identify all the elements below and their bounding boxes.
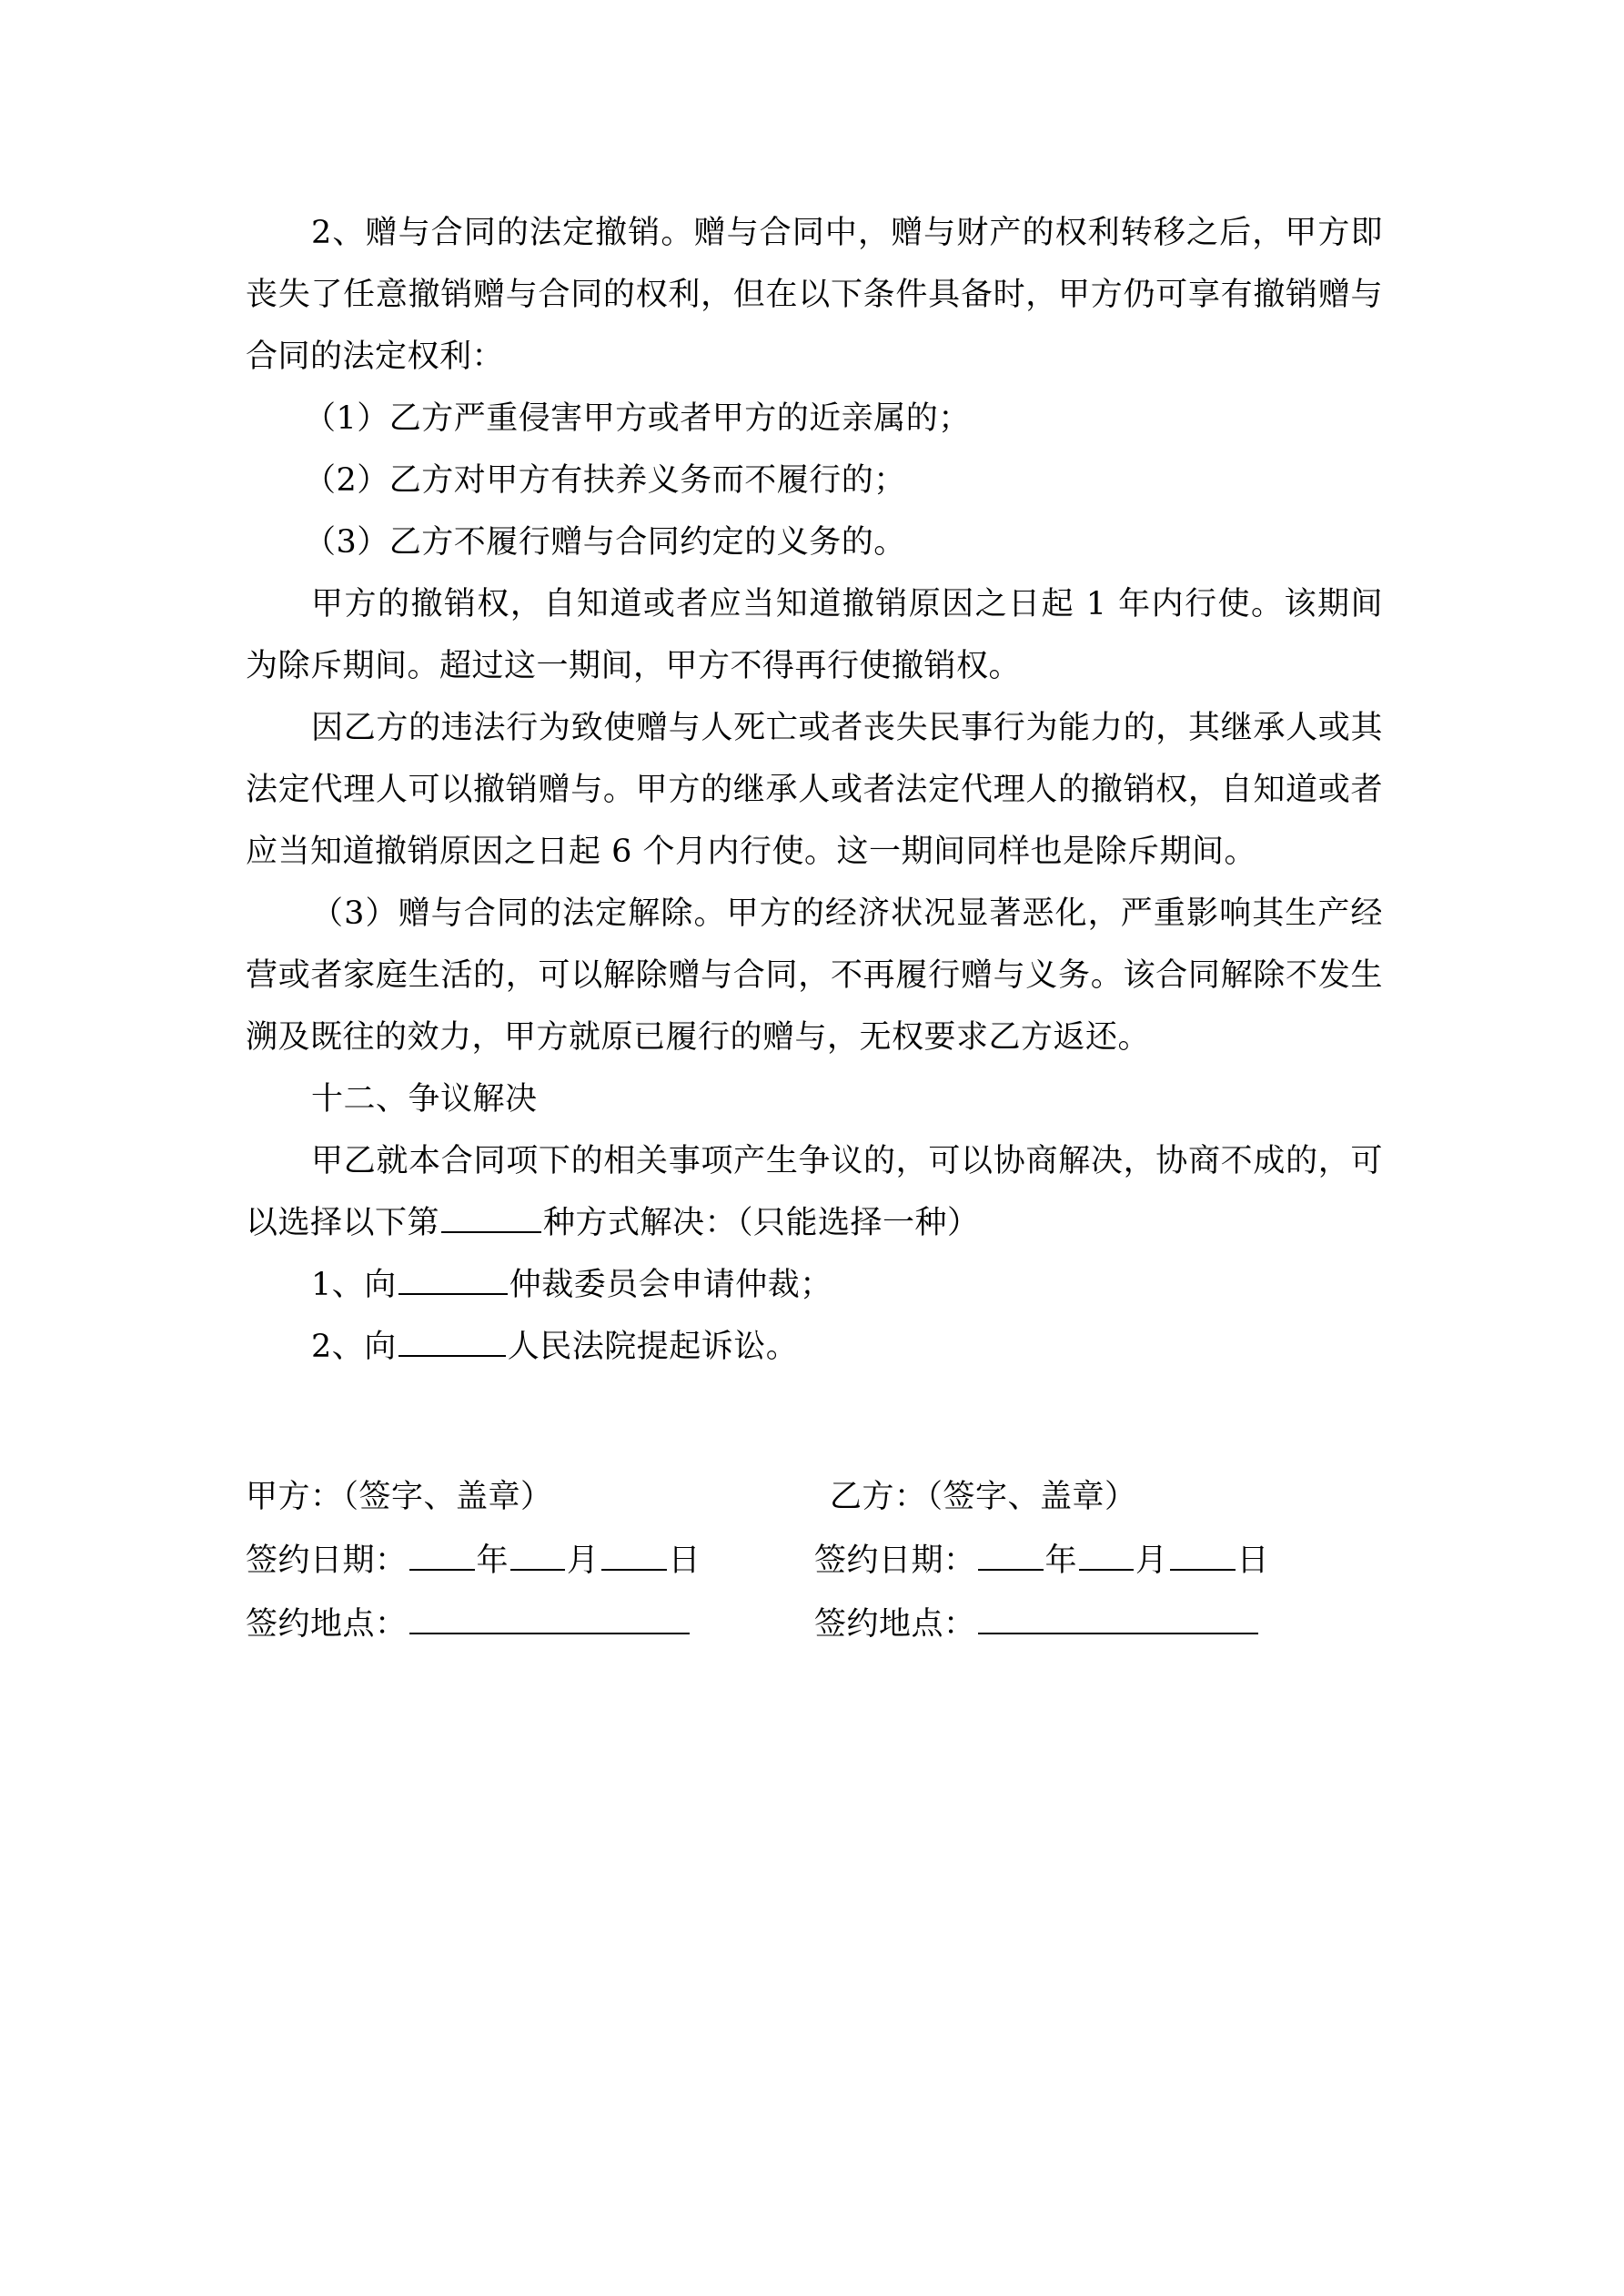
option-arbitration-prefix: 1、向 (311, 1267, 397, 1303)
paragraph-dispute-resolution (246, 1130, 1383, 1254)
contract-body (246, 202, 1383, 1378)
signature-date-row (246, 1529, 1383, 1593)
place-label: 签约地点： (814, 1606, 976, 1643)
party-a-day-blank[interactable] (601, 1536, 667, 1571)
section-heading-dispute: 十二、争议解决 (311, 1081, 538, 1118)
paragraph-revocation-period: 甲方的撤销权，自知道或者应当知道撤销原因之日起 1 年内行使。该期间为除斥期间。超过这一期间，甲方不得再行使撤销权。 (246, 586, 1383, 684)
party-b-signature-label: 乙方：（签字、盖章） (830, 1479, 1137, 1515)
paragraph-heir-revocation: 因乙方的违法行为致使赠与人死亡或者丧失民事行为能力的，其继承人或其法定代理人可以撤销赠与。甲方的继承人或者法定代理人的撤销权，自知道或者应当知道撤销原因之日起 6 个月内行使。这一期间同样也是除斥期间。 (246, 710, 1383, 870)
month-unit: 月 (1135, 1542, 1168, 1579)
date-label: 签约日期： (246, 1542, 408, 1579)
party-a-place-blank[interactable] (409, 1600, 690, 1634)
year-unit: 年 (476, 1542, 509, 1579)
paragraph-legal-termination: （3）赠与合同的法定解除。甲方的经济状况显著恶化，严重影响其生产经营或者家庭生活的，可以解除赠与合同，不再履行赠与义务。该合同解除不发生溯及既往的效力，甲方就原已履行的赠与，无权要求乙方返还。 (246, 895, 1383, 1056)
party-b-day-blank[interactable] (1170, 1536, 1236, 1571)
arbitration-commission-blank[interactable] (398, 1260, 508, 1295)
signature-place-row (246, 1593, 1383, 1656)
option-arbitration (246, 1254, 1383, 1316)
signature-party-row (246, 1465, 1383, 1529)
year-unit: 年 (1044, 1542, 1078, 1579)
party-a-year-blank[interactable] (409, 1536, 475, 1571)
revocation-condition-1: （1）乙方严重侵害甲方或者甲方的近亲属的； (304, 400, 971, 437)
date-label: 签约日期： (814, 1542, 976, 1579)
signature-block (246, 1465, 1383, 1656)
day-unit: 日 (1236, 1542, 1270, 1579)
party-b-place (814, 1593, 1260, 1656)
option-litigation (246, 1316, 1383, 1378)
party-b-year-blank[interactable] (978, 1536, 1044, 1571)
option-arbitration-suffix: 仲裁委员会申请仲裁； (509, 1267, 832, 1303)
dispute-text-part1: 甲乙就本合同项下的相关事项产生争议的，可以协商解决，协商不成的，可以选择以下第 (246, 1143, 1383, 1241)
court-name-blank[interactable] (398, 1322, 506, 1357)
revocation-condition-3: （3）乙方不履行赠与合同约定的义务的。 (304, 524, 906, 561)
option-litigation-prefix: 2、向 (311, 1329, 397, 1365)
party-a-date (246, 1529, 701, 1593)
party-b-date (814, 1529, 1269, 1593)
party-a-month-blank[interactable] (510, 1536, 565, 1571)
party-a-signature-label: 甲方：（签字、盖章） (246, 1479, 553, 1515)
month-unit: 月 (567, 1542, 600, 1579)
dispute-text-part2: 种方式解决：（只能选择一种） (543, 1205, 980, 1241)
party-b-place-blank[interactable] (978, 1600, 1258, 1634)
paragraph-legal-revocation: 2、赠与合同的法定撤销。赠与合同中，赠与财产的权利转移之后，甲方即丧失了任意撤销赠与合同的权利，但在以下条件具备时，甲方仍可享有撤销赠与合同的法定权利： (246, 215, 1383, 375)
party-b-month-blank[interactable] (1079, 1536, 1134, 1571)
resolution-method-blank[interactable] (441, 1199, 541, 1233)
day-unit: 日 (668, 1542, 701, 1579)
party-a-place (246, 1593, 691, 1656)
revocation-condition-2: （2）乙方对甲方有扶养义务而不履行的； (304, 462, 906, 499)
place-label: 签约地点： (246, 1606, 408, 1643)
option-litigation-suffix: 人民法院提起诉讼。 (507, 1329, 799, 1365)
